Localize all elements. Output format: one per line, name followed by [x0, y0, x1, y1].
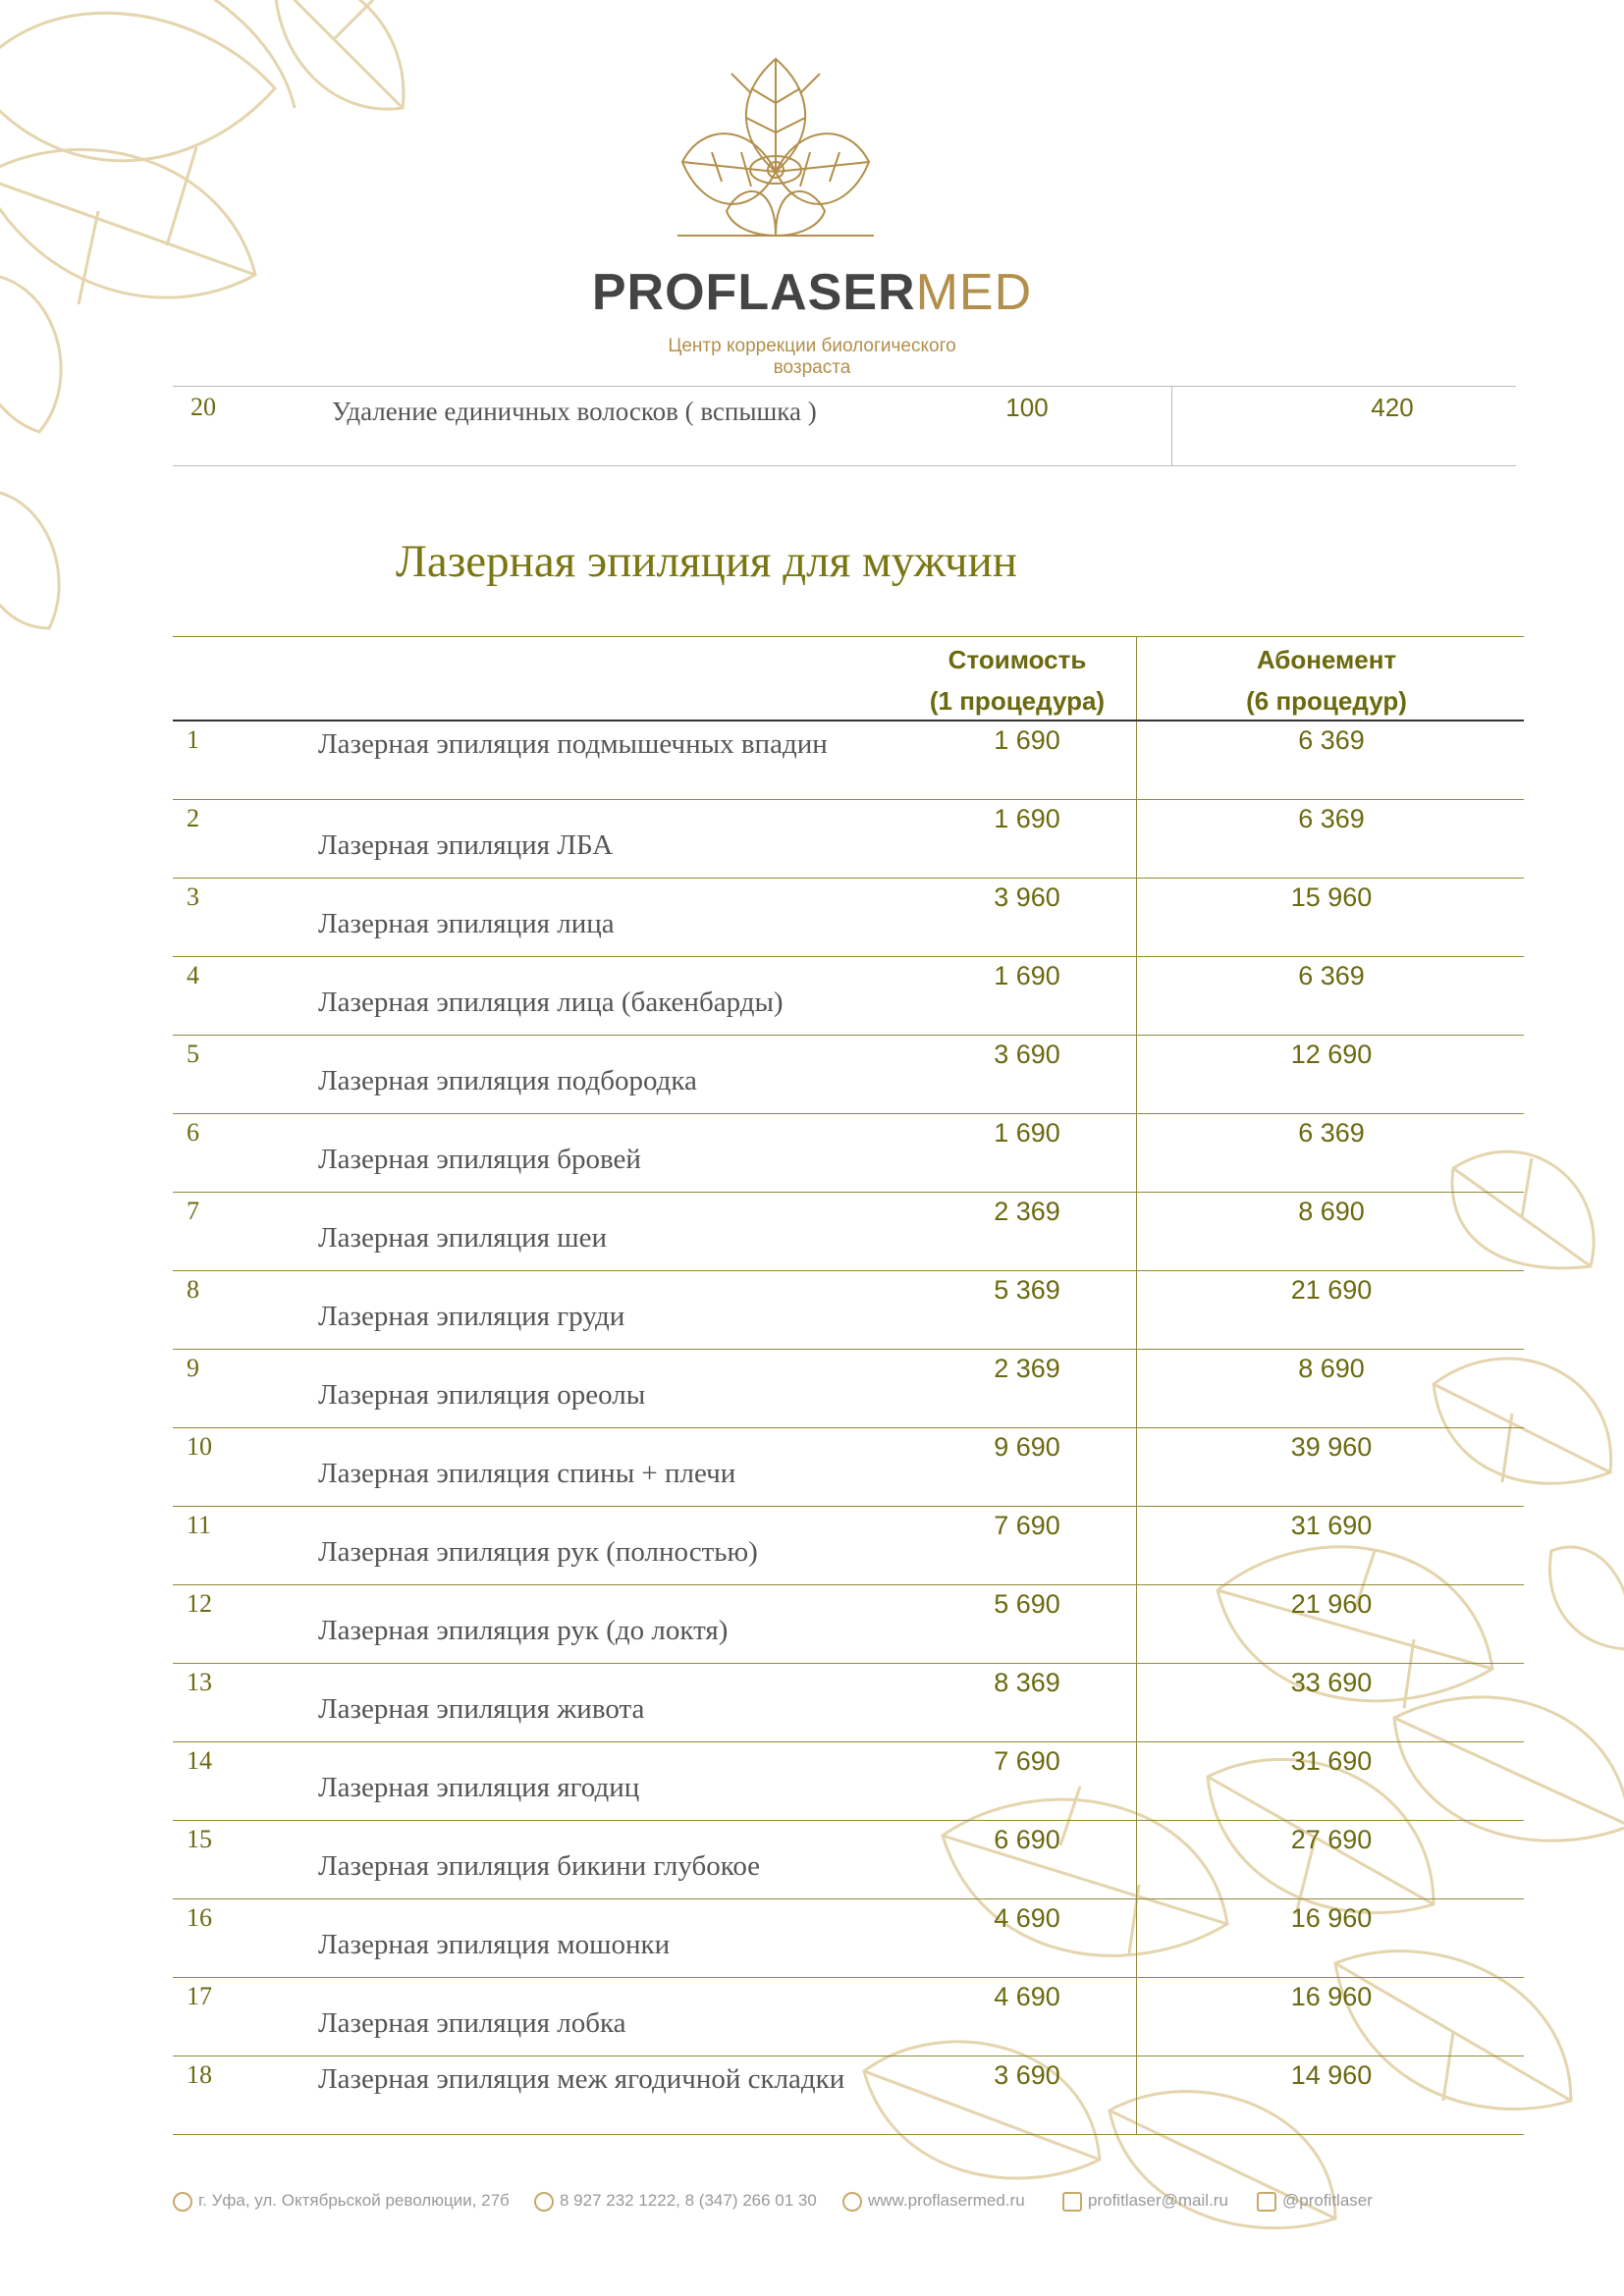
header-sub-line1: Абонемент	[1256, 645, 1397, 674]
row-number: 6	[187, 1118, 199, 1147]
column-divider	[1136, 1978, 1137, 2056]
header-sub-line2: (6 процедур)	[1246, 686, 1407, 716]
column-divider	[1136, 2056, 1137, 2134]
row-service-name: Лазерная эпиляция ЛБА	[318, 829, 614, 861]
column-divider	[1136, 1585, 1137, 1663]
row-price: 5 690	[994, 1589, 1060, 1619]
row-price: 6 690	[994, 1825, 1060, 1854]
column-divider	[1171, 387, 1172, 465]
table-row	[173, 1821, 1524, 1899]
row-service-name: Лазерная эпиляция рук (до локтя)	[318, 1615, 729, 1646]
column-divider	[1136, 1350, 1137, 1427]
location-pin-icon	[173, 2192, 192, 2212]
phone-icon	[534, 2192, 554, 2212]
footer-phones-text: 8 927 232 1222, 8 (347) 266 01 30	[560, 2191, 817, 2210]
brand-wordmark	[0, 263, 1624, 322]
column-divider	[1136, 1036, 1137, 1113]
table-row	[173, 1899, 1524, 1978]
row-service-name: Лазерная эпиляция рук (полностью)	[318, 1536, 758, 1568]
row-service-name: Лазерная эпиляция ягодиц	[318, 1772, 640, 1803]
column-divider	[1136, 1271, 1137, 1349]
row-service-name: Лазерная эпиляция подмышечных впадин	[318, 728, 828, 760]
row-number: 16	[187, 1903, 212, 1932]
row-service-name: Лазерная эпиляция бровей	[318, 1144, 641, 1175]
row-number: 9	[187, 1354, 199, 1382]
table-row	[173, 879, 1524, 957]
table-row	[173, 721, 1524, 800]
row-number: 11	[187, 1511, 212, 1539]
row-number: 18	[187, 2060, 212, 2089]
row-number: 3	[187, 882, 199, 911]
footer-website-text: www.proflasermed.ru	[868, 2191, 1025, 2210]
row-subscription: 6 369	[1298, 1118, 1365, 1148]
row-price: 5 369	[994, 1275, 1060, 1305]
row-number: 1	[187, 725, 199, 754]
row-subscription: 14 960	[1290, 2060, 1373, 2090]
row-service-name: Лазерная эпиляция меж ягодичной складки	[318, 2063, 845, 2095]
row-price: 3 960	[994, 882, 1060, 912]
row-price: 4 690	[994, 1903, 1060, 1933]
tagline-line2: возраста	[773, 357, 851, 378]
footer-website[interactable]	[842, 2191, 1025, 2212]
column-divider	[1136, 1899, 1137, 1977]
row-subscription: 12 690	[1290, 1040, 1373, 1069]
table-row	[173, 1193, 1524, 1271]
row-price: 2 369	[994, 1197, 1060, 1226]
row-price: 7 690	[994, 1511, 1060, 1540]
header-price-line1: Стоимость	[947, 645, 1087, 674]
row-price: 3 690	[994, 1040, 1060, 1069]
row-subscription: 8 690	[1298, 1197, 1365, 1226]
price-table	[173, 636, 1524, 2135]
row-subscription: 39 960	[1290, 1432, 1373, 1462]
row-service-name: Лазерная эпиляция лица (бакенбарды)	[318, 987, 784, 1018]
row-subscription: 16 960	[1290, 1982, 1373, 2011]
row-number: 17	[187, 1982, 212, 2010]
row-price: 1 690	[994, 961, 1060, 990]
row-number: 12	[187, 1589, 212, 1618]
footer-email[interactable]	[1062, 2191, 1228, 2212]
page-footer	[173, 2187, 1410, 2216]
column-divider	[1136, 800, 1137, 878]
row-subscription: 21 690	[1290, 1275, 1373, 1305]
footer-address	[173, 2191, 510, 2212]
table-row	[173, 2056, 1524, 2135]
row-number: 8	[187, 1275, 199, 1304]
footer-address-text: г. Уфа, ул. Октябрьской революции, 27б	[198, 2191, 510, 2210]
row-service-name: Лазерная эпиляция подбородка	[318, 1065, 697, 1096]
column-divider	[1136, 637, 1137, 720]
row-service-name: Лазерная эпиляция ореолы	[318, 1379, 646, 1411]
row-subscription: 6 369	[1298, 725, 1365, 755]
column-divider	[1136, 1664, 1137, 1741]
brand-logo-icon	[673, 54, 879, 240]
footer-instagram[interactable]	[1257, 2191, 1373, 2212]
row-number: 4	[187, 961, 199, 989]
table-row	[173, 1585, 1524, 1664]
column-divider	[1136, 879, 1137, 956]
row-price: 7 690	[994, 1746, 1060, 1776]
row-price: 8 369	[994, 1668, 1060, 1697]
row-price: 9 690	[994, 1432, 1060, 1462]
table-row	[173, 1507, 1524, 1585]
footer-email-text: profitlaser@mail.ru	[1088, 2191, 1228, 2210]
row-service-name: Лазерная эпиляция лица	[318, 908, 615, 939]
instagram-icon	[1257, 2192, 1276, 2212]
row-subscription: 27 690	[1290, 1825, 1373, 1854]
column-divider	[1136, 721, 1137, 799]
table-row	[173, 1978, 1524, 2056]
table-row	[173, 1350, 1524, 1428]
row-price: 100	[1005, 393, 1049, 422]
mail-icon	[1062, 2192, 1082, 2212]
row-price: 4 690	[994, 1982, 1060, 2011]
section-title: Лазерная эпиляция для мужчин	[396, 536, 1017, 587]
column-divider	[1136, 1507, 1137, 1584]
column-divider	[1136, 1193, 1137, 1270]
brand-name-part2: LASER	[737, 264, 916, 321]
row-service-name: Лазерная эпиляция живота	[318, 1693, 645, 1725]
brand-name-part1: PROF	[591, 264, 738, 321]
table-row	[173, 1428, 1524, 1507]
row-number: 7	[187, 1197, 199, 1225]
table-row	[173, 1742, 1524, 1821]
table-header	[173, 636, 1524, 721]
header-price-line2: (1 процедура)	[929, 686, 1106, 716]
row-service-name: Лазерная эпиляция бикини глубокое	[318, 1850, 761, 1882]
row-number: 5	[187, 1040, 199, 1068]
row-number: 15	[187, 1825, 212, 1853]
row-subscription: 16 960	[1290, 1903, 1373, 1933]
row-number: 20	[190, 393, 216, 421]
tagline-line1: Центр коррекции биологического	[668, 336, 956, 356]
row-subscription: 21 960	[1290, 1589, 1373, 1619]
row-price: 2 369	[994, 1354, 1060, 1383]
table-row	[173, 1036, 1524, 1114]
table-row	[173, 1271, 1524, 1350]
row-subscription: 15 960	[1290, 882, 1373, 912]
row-subscription: 6 369	[1298, 961, 1365, 990]
row-number: 2	[187, 804, 199, 832]
footer-instagram-text: @profitlaser	[1282, 2191, 1373, 2210]
brand-name-part3: MED	[915, 264, 1033, 321]
row-subscription: 420	[1371, 393, 1414, 422]
table-row	[173, 800, 1524, 879]
previous-table-row	[173, 386, 1516, 466]
column-divider	[1136, 1821, 1137, 1898]
row-subscription: 31 690	[1290, 1746, 1373, 1776]
row-service-name: Лазерная эпиляция мошонки	[318, 1929, 671, 1960]
row-subscription: 33 690	[1290, 1668, 1373, 1697]
row-service-name: Лазерная эпиляция спины + плечи	[318, 1458, 736, 1489]
globe-icon	[842, 2192, 862, 2212]
brand-tagline	[0, 336, 1624, 379]
row-price: 1 690	[994, 725, 1060, 755]
header-subscription	[1204, 639, 1449, 721]
row-service-name: Лазерная эпиляция шеи	[318, 1222, 607, 1254]
row-service-name: Лазерная эпиляция лобка	[318, 2007, 626, 2039]
column-divider	[1136, 1428, 1137, 1506]
row-price: 3 690	[994, 2060, 1060, 2090]
table-body	[173, 721, 1524, 2135]
row-number: 14	[187, 1746, 212, 1775]
row-number: 10	[187, 1432, 212, 1461]
row-number: 13	[187, 1668, 212, 1696]
column-divider	[1136, 1114, 1137, 1192]
row-price: 1 690	[994, 804, 1060, 833]
header-price	[899, 639, 1135, 721]
row-service-name: Удаление единичных волосков ( вспышка )	[332, 397, 817, 426]
column-divider	[1136, 957, 1137, 1035]
row-subscription: 6 369	[1298, 804, 1365, 833]
footer-phones[interactable]	[534, 2191, 817, 2212]
table-row	[173, 1664, 1524, 1742]
row-subscription: 31 690	[1290, 1511, 1373, 1540]
row-service-name: Лазерная эпиляция груди	[318, 1301, 625, 1332]
row-price: 1 690	[994, 1118, 1060, 1148]
row-subscription: 8 690	[1298, 1354, 1365, 1383]
column-divider	[1136, 1742, 1137, 1820]
table-row	[173, 957, 1524, 1036]
table-row	[173, 1114, 1524, 1193]
